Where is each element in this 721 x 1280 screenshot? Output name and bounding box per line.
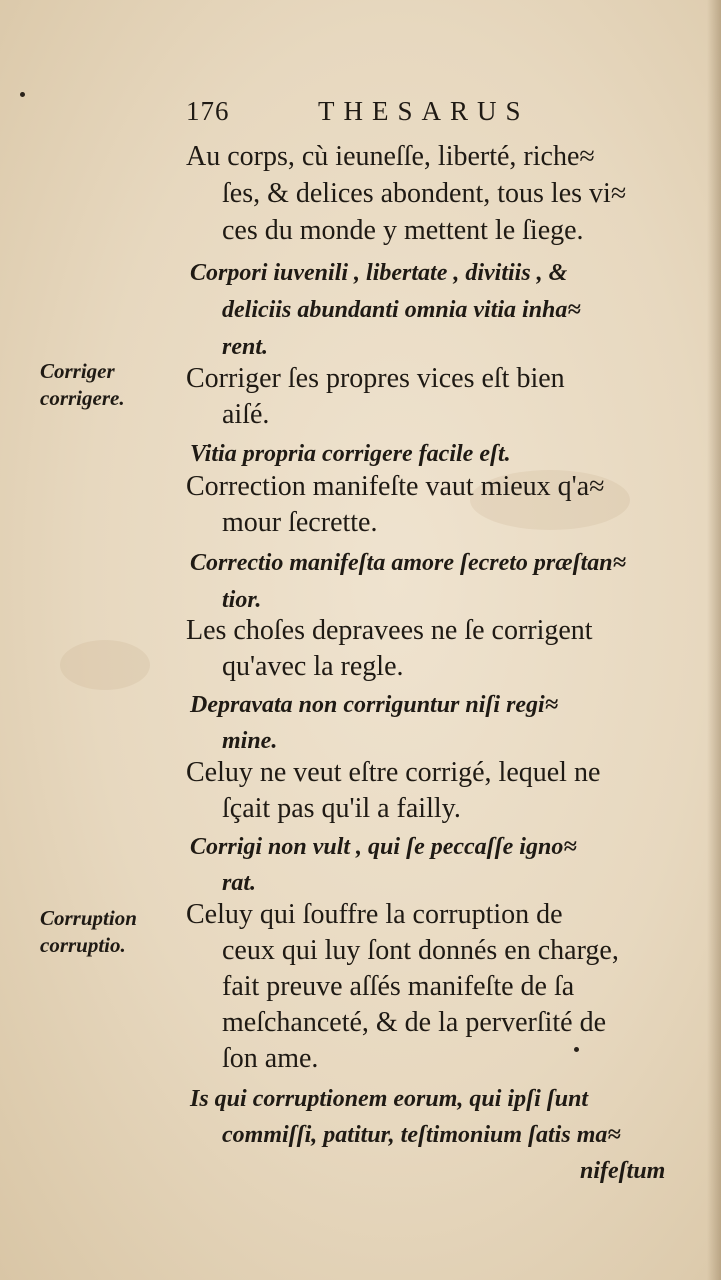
text-line: qu'avec la regle.: [222, 651, 404, 682]
text-line: fait preuve aſſés manifeſte de ſa: [222, 971, 575, 1002]
margin-note-corruption: [40, 905, 137, 959]
text-line: ces du monde y mettent le ſiege.: [222, 215, 584, 246]
paper-stain: [60, 640, 150, 690]
text-line: Celuy qui ſouffre la corruption de: [186, 899, 563, 930]
margin-note-french: Corruption: [40, 906, 137, 930]
text-line: Depravata non corriguntur niſi regi≈: [190, 692, 558, 718]
text-line: Les choſes depravees ne ſe corrigent: [186, 615, 593, 646]
text-line: nifeſtum: [580, 1158, 666, 1184]
text-line: ſes, & delices abondent, tous les vi≈: [222, 178, 627, 209]
text-line: Corpori iuvenili , libertate , divitiis , &: [190, 260, 568, 286]
text-line: ceux qui luy ſont donnés en charge,: [222, 935, 619, 966]
text-line: aiſé.: [222, 399, 270, 430]
text-line: Correctio manifeſta amore ſecreto præſtan≈: [190, 550, 626, 576]
text-line: ſon ame.: [222, 1043, 319, 1074]
page-edge-shadow: [707, 0, 721, 1280]
text-line: commiſſi, patitur, teſtimonium ſatis ma≈: [222, 1122, 621, 1148]
ink-speck: [20, 92, 25, 97]
running-title: THESARUS: [318, 96, 530, 126]
text-line: Is qui corruptionem eorum, qui ipſi ſunt: [190, 1086, 589, 1112]
text-line: rat.: [222, 870, 257, 896]
text-line: rent.: [222, 334, 269, 360]
text-line: Corriger ſes propres vices eſt bien: [186, 363, 565, 394]
text-line: Celuy ne veut eſtre corrigé, lequel ne: [186, 757, 601, 788]
page-header: [186, 96, 606, 136]
margin-note-latin: corruptio.: [40, 933, 126, 957]
page-number: 176: [186, 96, 230, 126]
ink-speck: [574, 1047, 579, 1052]
text-line: Vitia propria corrigere facile eſt.: [190, 441, 511, 467]
text-line: deliciis abundanti omnia vitia inha≈: [222, 297, 581, 323]
text-line: ſçait pas qu'il a failly.: [222, 793, 461, 824]
text-line: meſchanceté, & de la perverſité de: [222, 1007, 607, 1038]
text-line: Au corps, cù ieuneſſe, liberté, riche≈: [186, 141, 595, 172]
text-line: mine.: [222, 728, 278, 754]
text-line: Correction manifeſte vaut mieux q'a≈: [186, 471, 605, 502]
text-line: tior.: [222, 587, 262, 613]
margin-note-french: Corriger: [40, 359, 115, 383]
margin-note-latin: corrigere.: [40, 386, 125, 410]
text-line: mour ſecrette.: [222, 507, 378, 538]
text-line: Corrigi non vult , qui ſe peccaſſe igno≈: [190, 834, 577, 860]
margin-note-corriger: [40, 358, 125, 412]
